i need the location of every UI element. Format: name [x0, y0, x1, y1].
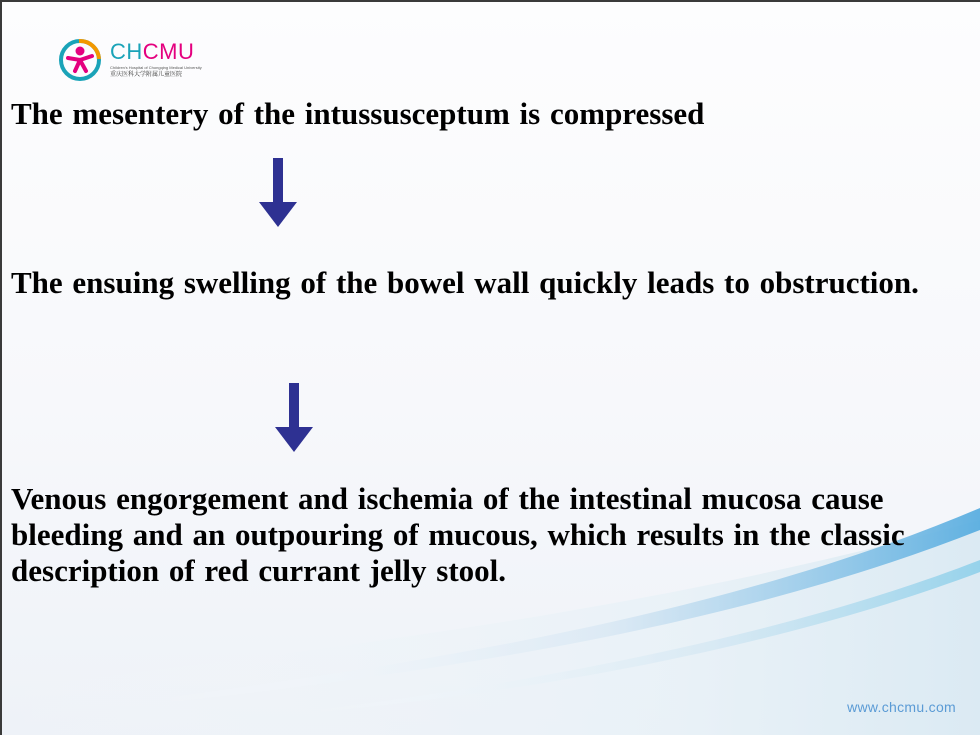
- paragraph-obstruction: The ensuing swelling of the bowel wall quickly leads to obstruction.: [11, 265, 919, 300]
- logo-subtitle-cn: 重庆医科大学附属儿童医院: [110, 71, 183, 78]
- arrow-down-icon: [274, 383, 314, 453]
- child-figure-icon: [58, 38, 102, 82]
- logo-subtitle-en: Children's Hospital of Chongqing Medical University: [110, 65, 202, 70]
- website-url: www.chcmu.com: [847, 699, 956, 715]
- chcmu-logo: [58, 38, 218, 86]
- arrow-down-icon: [258, 158, 298, 228]
- paragraph-mesentery: The mesentery of the intussusceptum is compressed: [11, 96, 705, 131]
- paragraph-ischemia: Venous engorgement and ischemia of the intestinal mucosa cause bleeding and an outpouring of mucous, which results in the classic description of red currant jelly stool.: [11, 481, 905, 588]
- logo-name: CHCMU: [110, 39, 195, 64]
